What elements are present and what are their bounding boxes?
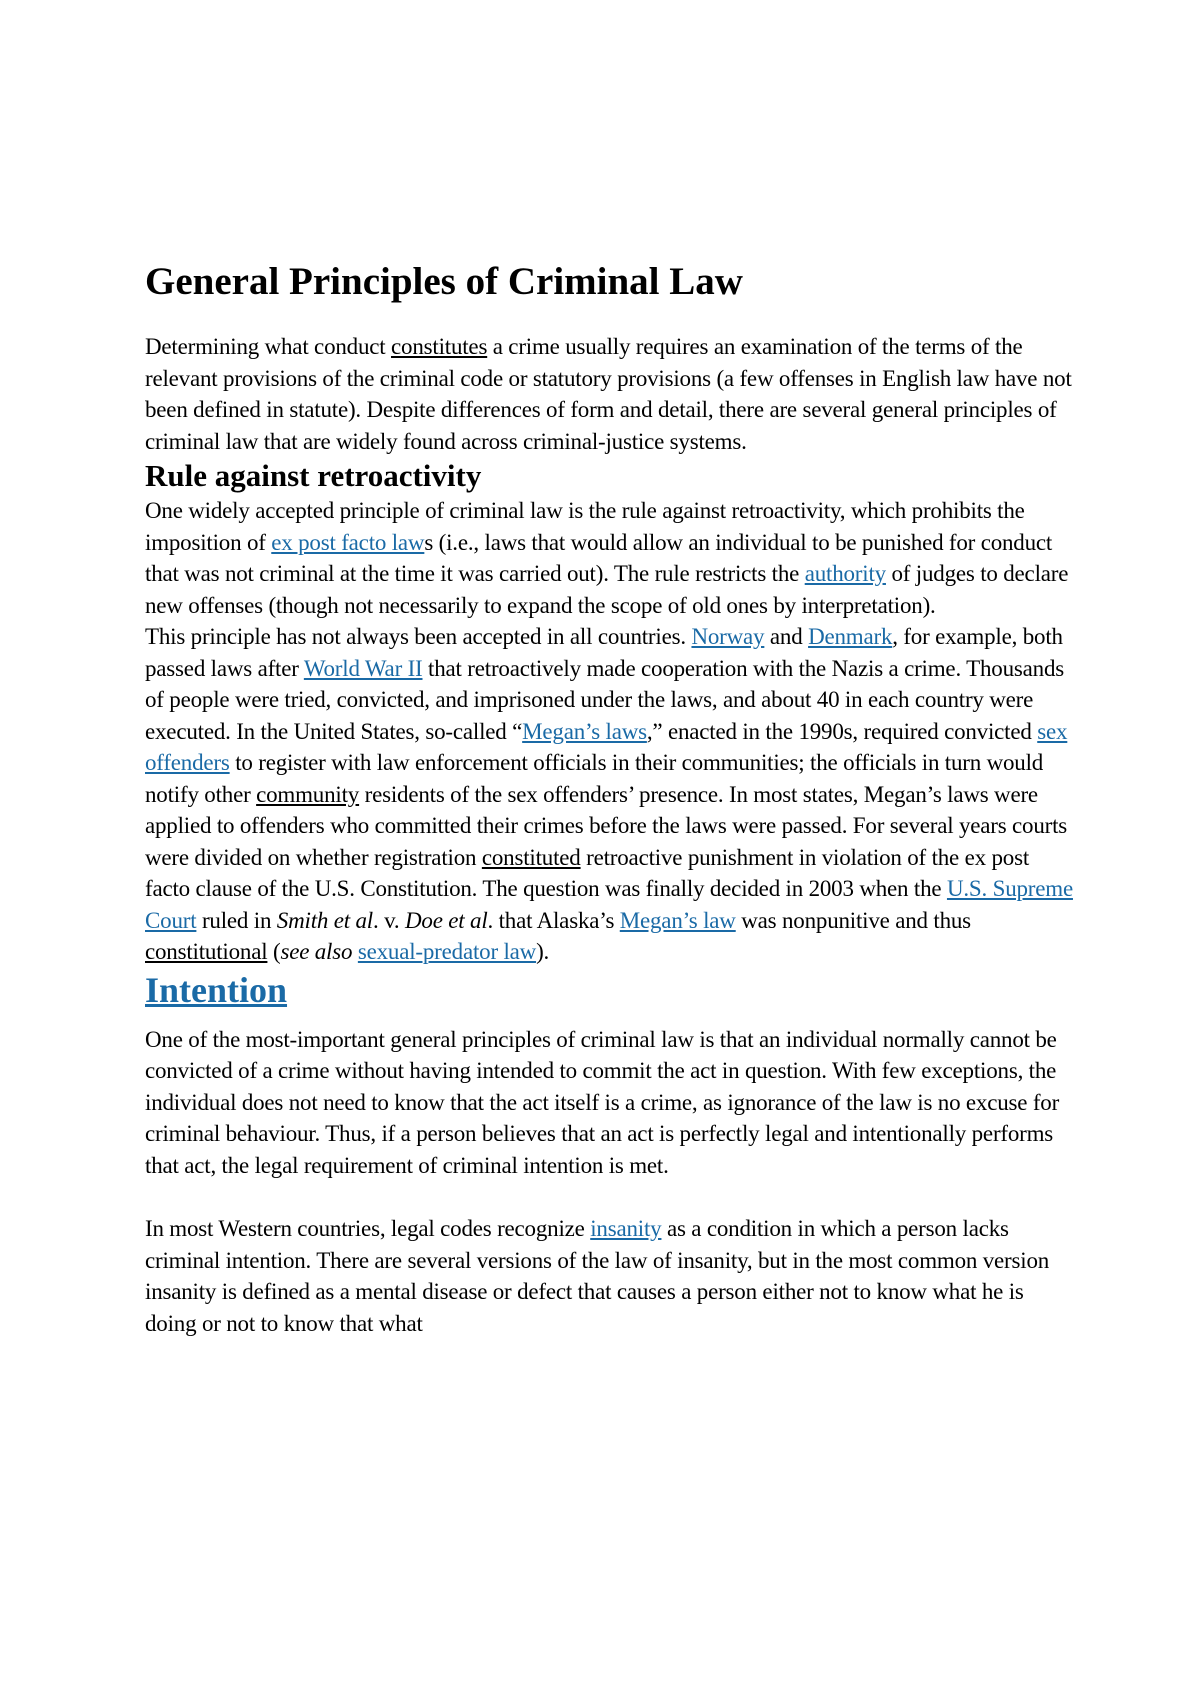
text-run: (: [267, 939, 281, 964]
link-norway[interactable]: Norway: [691, 624, 765, 649]
term-constituted: constituted: [481, 844, 581, 870]
link-megans-laws[interactable]: Megan’s laws: [522, 718, 647, 744]
text-run: Determining what conduct: [145, 334, 392, 359]
term-constitutional: constitutional: [145, 939, 268, 964]
case-name-smith: Smith et al: [276, 907, 373, 933]
link-world-war-ii[interactable]: World War II: [303, 655, 423, 681]
intention-paragraph-2: [145, 1213, 1075, 1339]
text-run: to register with law enforcement officials in their communities; the officials in turn would notify other: [145, 750, 1044, 807]
link-denmark[interactable]: Denmark: [808, 624, 893, 649]
term-constitutes: constitutes: [391, 334, 488, 359]
section-heading-intention: [145, 968, 1075, 1012]
text-run: ).: [536, 939, 550, 964]
text-run: and: [764, 624, 809, 649]
case-name-doe: Doe et al: [405, 907, 488, 933]
text-run: as a condition in which a person lacks criminal intention. There are several versions of the law of insanity, but in the most common version insanity is defined as a mental disease or defect that causes a person either not to know what he is doing or not to know that what: [145, 1216, 1050, 1336]
text-run: In most Western countries, legal codes recognize: [145, 1216, 591, 1241]
page-title: General Principles of Criminal Law: [145, 260, 743, 303]
retroactivity-paragraph-1: [145, 495, 1075, 621]
link-intention-heading[interactable]: Intention: [145, 969, 288, 1010]
text-run: ,” enacted in the 1990s, required convicted: [646, 718, 1038, 744]
text-run: ruled in: [196, 907, 277, 933]
text-run: retroactive punishment in violation of the ex post facto clause of the U.S. Constitution. The question was finally decided in 2003 when the: [145, 844, 1030, 901]
link-sexual-predator-law[interactable]: sexual-predator law: [357, 939, 537, 964]
text-run: One widely accepted principle of criminal law is the rule against retroactivity, which prohibits the imposition of: [145, 498, 1025, 555]
text-run: a crime usually requires an examination of the terms of the relevant provisions of the criminal code or statutory provisions (a few offenses in English law have not been defined in statute). Despite differences of form and detail, there are several general principles of criminal law that are widely found across criminal-justice systems.: [145, 334, 1072, 454]
text-run: , for example, both passed laws after: [145, 624, 1063, 681]
text-run: s (i.e., laws that would allow an individual to be punished for conduct that was not criminal at the time it was carried out). The rule restricts the: [145, 529, 1053, 586]
link-authority[interactable]: authority: [804, 561, 886, 586]
text-run: This principle has not always been accepted in all countries.: [145, 624, 692, 649]
text-run: was nonpunitive and thus: [735, 907, 971, 933]
text-run: . v.: [372, 907, 405, 933]
section-heading-retroactivity: Rule against retroactivity: [145, 458, 482, 493]
text-run: residents of the sex offenders’ presence. In most states, Megan’s laws were applied to offenders who committed their crimes before the laws were passed. For several years courts were divided on whether registration: [145, 781, 1068, 870]
link-megans-law[interactable]: Megan’s law: [619, 907, 736, 933]
text-run: that retroactively made cooperation with the Nazis a crime. Thousands of people were tried, convicted, and imprisoned under the laws, and about 40 in each country were executed. In the United States, so-called “: [145, 655, 1064, 744]
intro-paragraph: [145, 331, 1075, 457]
paragraph-spacer: [145, 1181, 1075, 1213]
link-insanity[interactable]: insanity: [590, 1216, 662, 1241]
intention-paragraph-1: One of the most-important general principles of criminal law is that an individual normally cannot be convicted of a crime without having intended to commit the act in question. With few exceptions, the individual does not need to know that the act itself is a crime, as ignorance of the law is no excuse for criminal behaviour. Thus, if a person believes that an act is perfectly legal and intentionally performs that act, the legal requirement of criminal intention is met.: [145, 1026, 1060, 1178]
text-run: . that Alaska’s: [487, 907, 620, 933]
link-ex-post-facto-law[interactable]: ex post facto law: [271, 529, 425, 555]
link-us-supreme-court[interactable]: U.S. Supreme Court: [145, 876, 1073, 933]
see-also-text: see also: [280, 939, 353, 964]
retroactivity-paragraph-2: [145, 621, 1075, 968]
term-community: community: [256, 781, 360, 807]
link-sex-offenders[interactable]: sex offenders: [145, 718, 1068, 775]
document-body: [145, 258, 1075, 1339]
text-run: of judges to declare new offenses (though not necessarily to expand the scope of old ones by interpretation).: [145, 561, 1069, 618]
